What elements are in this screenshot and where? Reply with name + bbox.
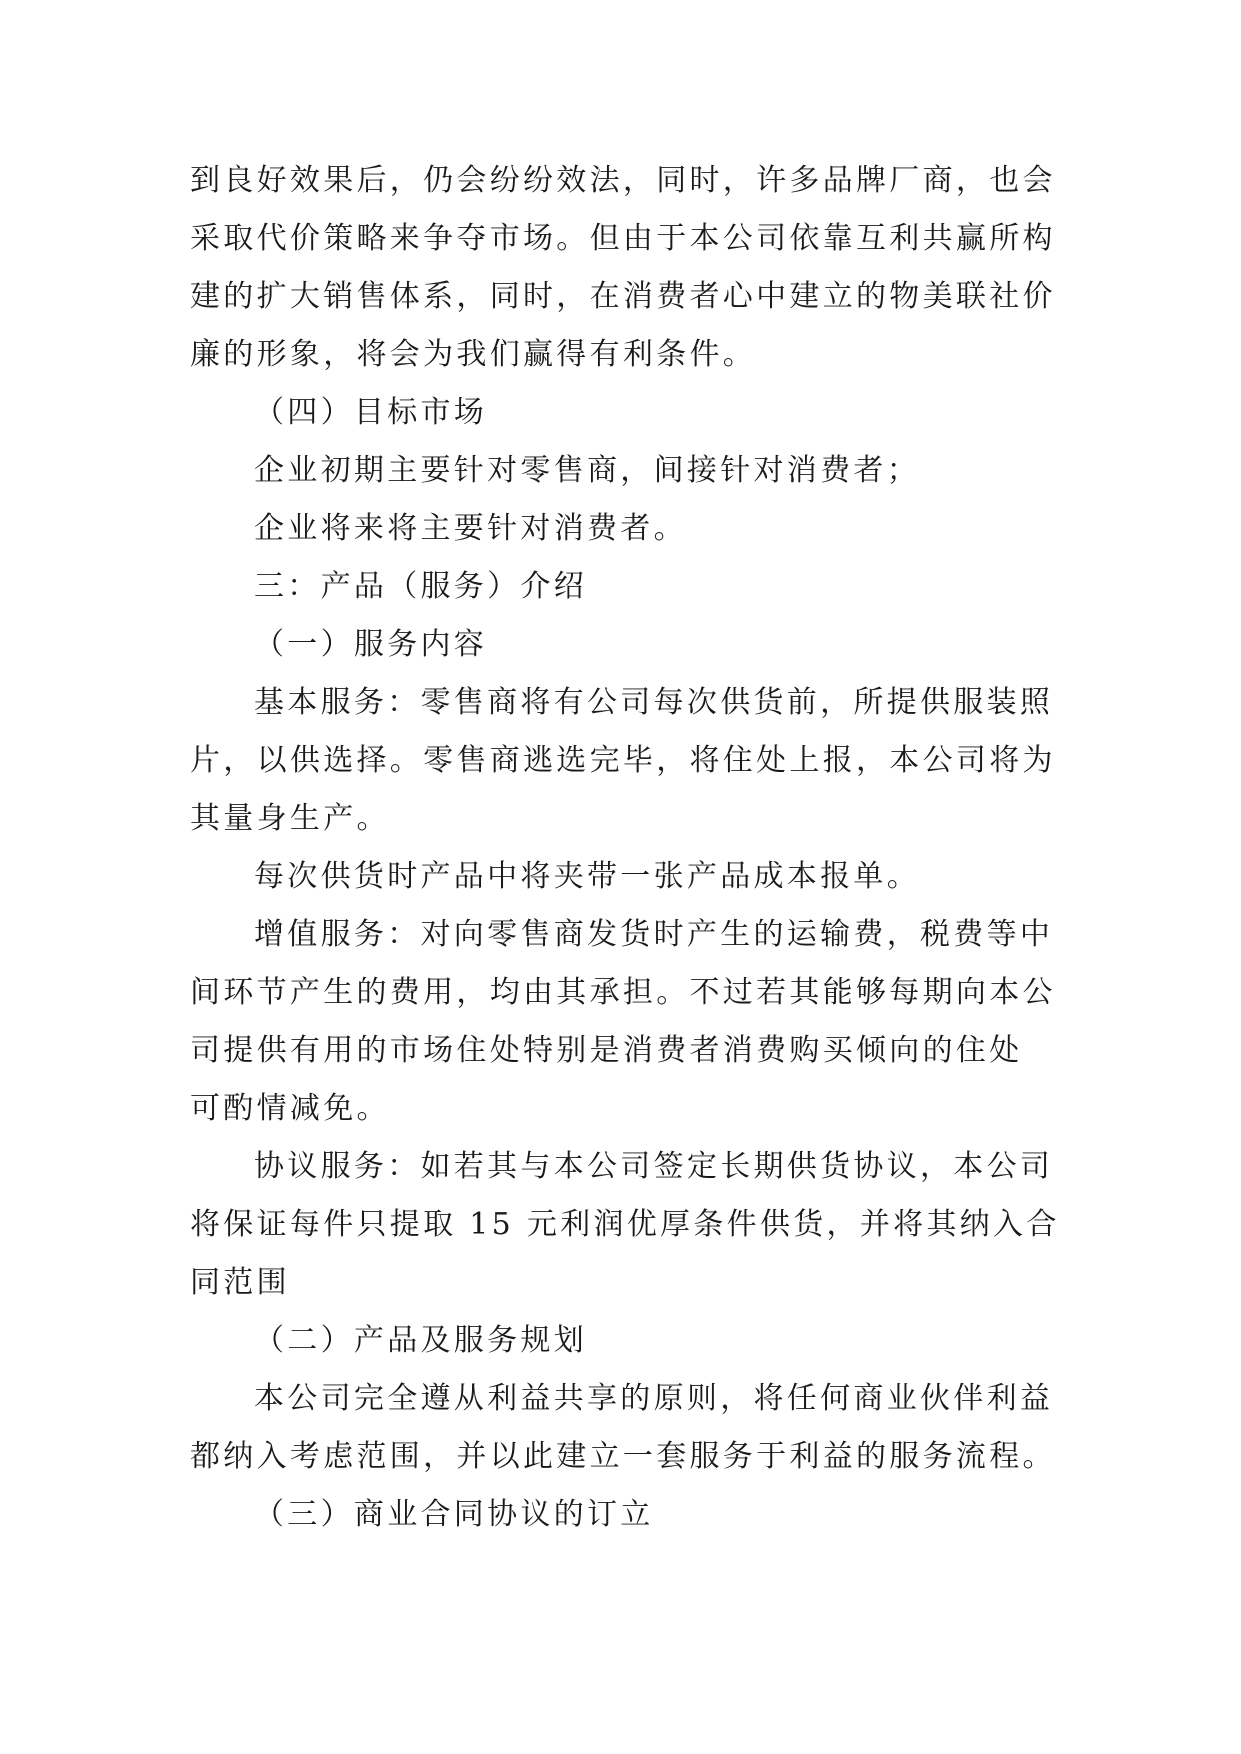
text-line: 每次供货时产品中将夹带一张产品成本报单。 bbox=[254, 859, 920, 894]
text-line: 企业初期主要针对零售商，间接针对消费者； bbox=[254, 453, 920, 488]
text-line: 到良好效果后，仍会纷纷效法，同时，许多品牌厂商，也会 bbox=[190, 163, 1056, 198]
text-line: 将保证每件只提取 15 元利润优厚条件供货，并将其纳入合 bbox=[190, 1207, 1060, 1242]
text-line: 司提供有用的市场住处特别是消费者消费购买倾向的住处 bbox=[190, 1033, 1023, 1068]
text-line: 企业将来将主要针对消费者。 bbox=[254, 511, 687, 546]
text-line: 廉的形象，将会为我们赢得有利条件。 bbox=[190, 337, 757, 372]
text-line: 增值服务：对向零售商发货时产生的运输费，税费等中 bbox=[254, 917, 1054, 952]
text-line: 可酌情减免。 bbox=[190, 1091, 390, 1126]
document-body bbox=[190, 152, 1060, 1544]
section-heading-contract: （三）商业合同协议的订立 bbox=[254, 1497, 654, 1532]
section-heading-target-market: （四）目标市场 bbox=[254, 395, 488, 430]
text-line: 其量身生产。 bbox=[190, 801, 390, 836]
text-line: 同范围 bbox=[190, 1265, 290, 1300]
section-heading-product-planning: （二）产品及服务规划 bbox=[254, 1323, 587, 1358]
text-line: 本公司完全遵从利益共享的原则，将任何商业伙伴利益 bbox=[254, 1381, 1054, 1416]
text-line: 协议服务：如若其与本公司签定长期供货协议，本公司 bbox=[254, 1149, 1054, 1184]
text-line: 基本服务：零售商将有公司每次供货前，所提供服装照 bbox=[254, 685, 1054, 720]
section-heading-service-content: （一）服务内容 bbox=[254, 627, 488, 662]
text-line: 间环节产生的费用，均由其承担。不过若其能够每期向本公 bbox=[190, 975, 1056, 1010]
text-line: 建的扩大销售体系，同时，在消费者心中建立的物美联社价 bbox=[190, 279, 1056, 314]
text-line: 采取代价策略来争夺市场。但由于本公司依靠互利共赢所构 bbox=[190, 221, 1056, 256]
text-line: 都纳入考虑范围，并以此建立一套服务于利益的服务流程。 bbox=[190, 1439, 1056, 1474]
text-line: 片，以供选择。零售商逃选完毕，将住处上报，本公司将为 bbox=[190, 743, 1056, 778]
section-heading-product-service: 三：产品（服务）介绍 bbox=[254, 569, 587, 604]
